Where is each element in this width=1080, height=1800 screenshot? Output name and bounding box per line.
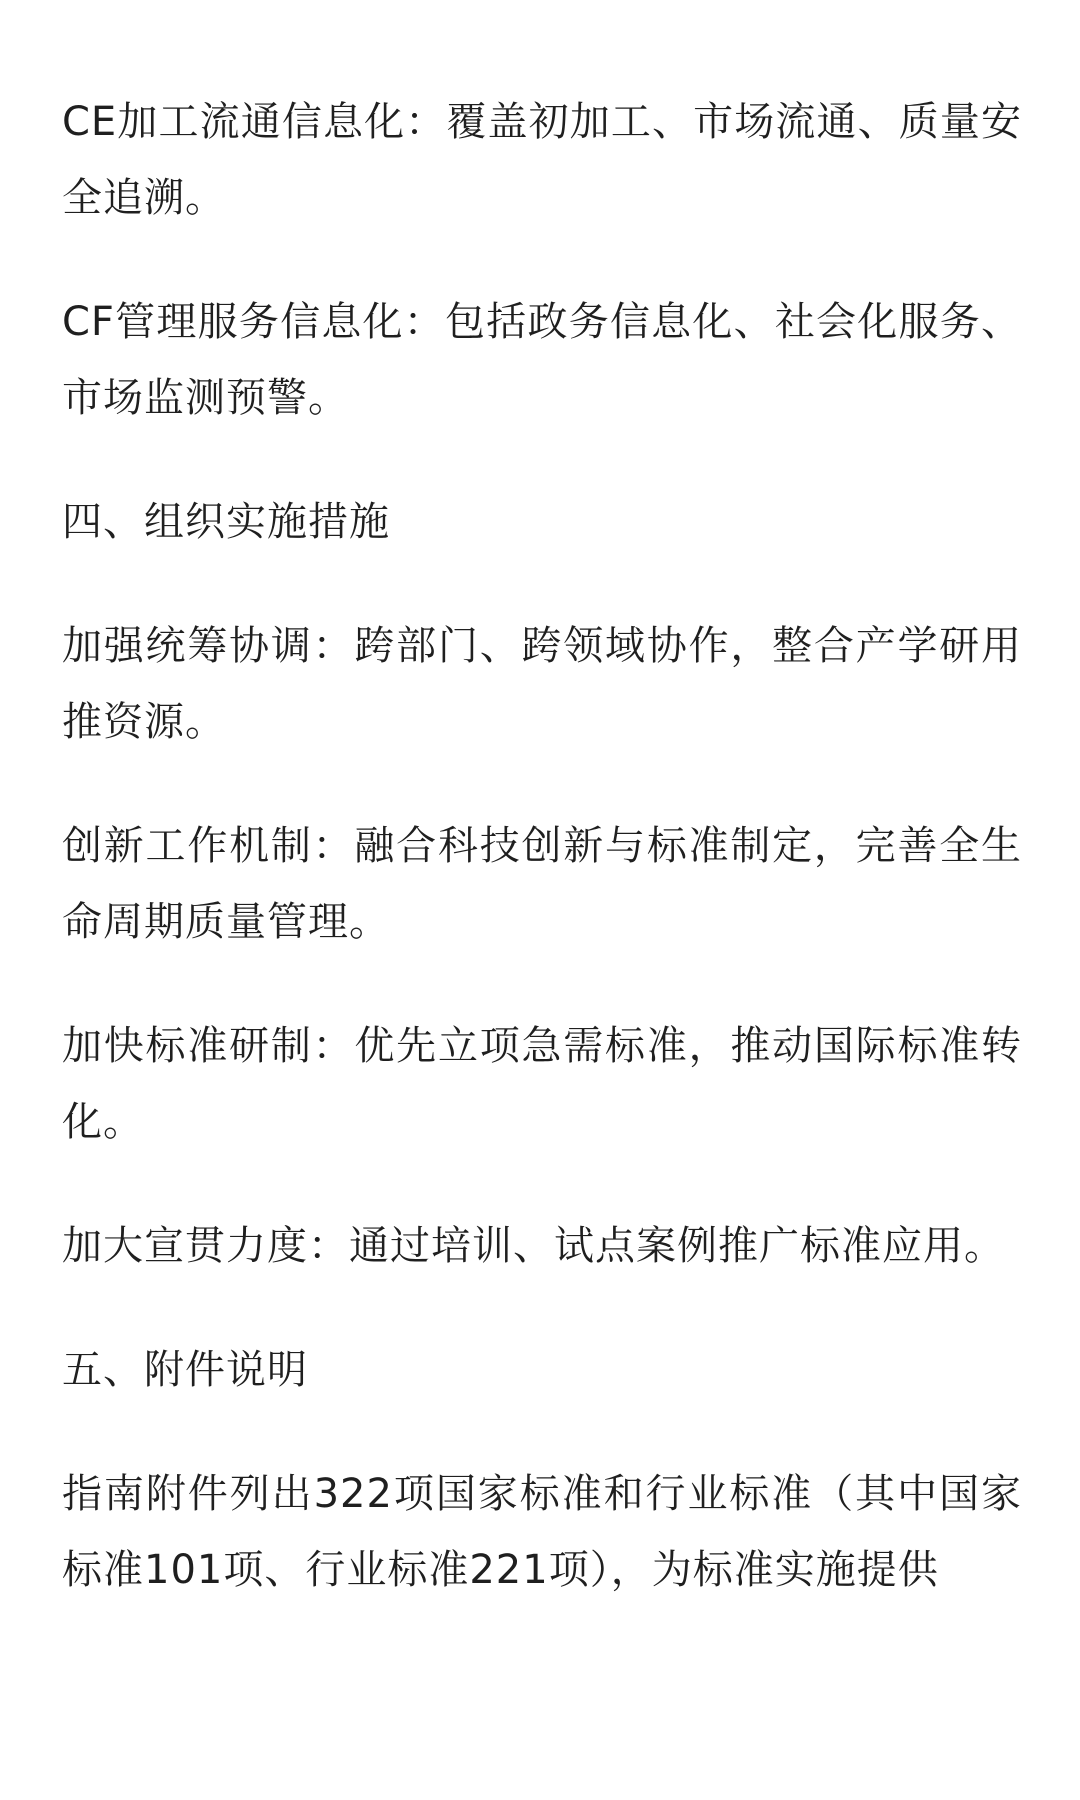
paragraph-attachment-description: 指南附件列出322项国家标准和行业标准（其中国家标准101项、行业标准221项），为标准实施提供 — [62, 1471, 1022, 1593]
paragraph-promotion: 加大宣贯力度：通过培训、试点案例推广标准应用。 — [62, 1223, 1005, 1269]
section-heading-implementation: 四、组织实施措施 — [62, 499, 390, 545]
paragraph-standards-development: 加快标准研制：优先立项急需标准，推动国际标准转化。 — [62, 1023, 1022, 1145]
paragraph-ce-processing: CE加工流通信息化：覆盖初加工、市场流通、质量安全追溯。 — [62, 99, 1022, 221]
paragraph-cf-management: CF管理服务信息化：包括政务信息化、社会化服务、市场监测预警。 — [62, 299, 1022, 421]
article-body — [62, 84, 1022, 1656]
paragraph-mechanism: 创新工作机制：融合科技创新与标准制定，完善全生命周期质量管理。 — [62, 823, 1022, 945]
paragraph-coordination: 加强统筹协调：跨部门、跨领域协作，整合产学研用推资源。 — [62, 623, 1022, 745]
section-heading-attachments: 五、附件说明 — [62, 1347, 308, 1393]
